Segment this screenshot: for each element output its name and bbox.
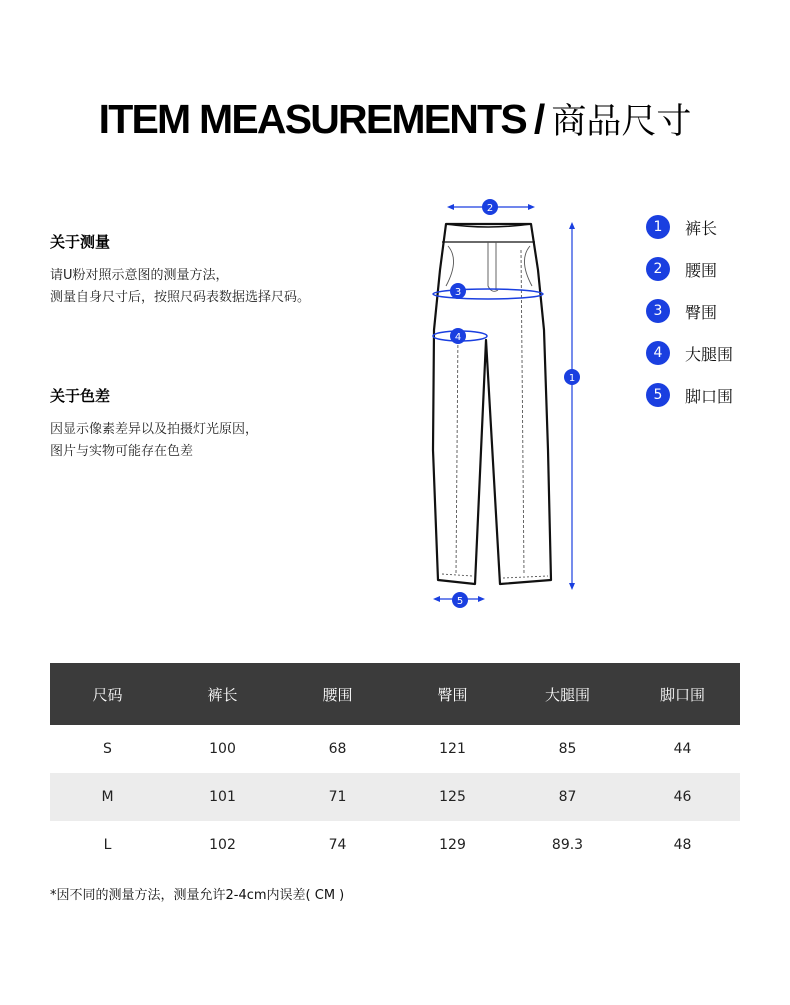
table-cell: 48 <box>673 837 692 853</box>
table-cell: 85 <box>558 741 577 757</box>
table-cell: 71 <box>280 773 395 821</box>
color-note-line: 图片与实物可能存在色差 <box>50 444 194 459</box>
legend-item-hem <box>646 374 733 416</box>
measure-note-heading: 关于测量 <box>50 233 111 251</box>
table-cell: 100 <box>209 741 236 757</box>
marker-waist-num: 2 <box>486 203 494 214</box>
measure-note-line: 请U粉对照示意图的测量方法， <box>50 268 229 283</box>
legend-number: 2 <box>646 257 670 281</box>
pants-diagram <box>420 190 590 620</box>
table-cell: 46 <box>625 773 740 821</box>
size-table <box>50 663 740 869</box>
table-cell: 74 <box>328 837 347 853</box>
measure-note-line: 测量自身尺寸后，按照尺码表数据选择尺码。 <box>50 290 311 305</box>
marker-waist <box>482 199 498 215</box>
marker-hem-num: 5 <box>456 596 464 607</box>
table-cell: 129 <box>439 837 466 853</box>
measure-note <box>50 231 310 309</box>
page-title-zh: 商品尺寸 <box>551 102 692 142</box>
table-cell: 89.3 <box>551 837 584 853</box>
measurement-footnote: *因不同的测量方法，测量允许2-4cm内误差( CM ) <box>50 888 345 903</box>
column-header: 大腿围 <box>510 663 625 725</box>
column-header: 裤长 <box>165 663 280 725</box>
table-cell: 102 <box>209 837 236 853</box>
legend-number: 5 <box>646 383 670 407</box>
legend-item-waist <box>646 248 733 290</box>
legend-label: 脚口围 <box>685 386 734 406</box>
table-cell: 101 <box>165 773 280 821</box>
legend-item-length <box>646 206 733 248</box>
table-row <box>50 725 740 773</box>
legend-label: 腰围 <box>685 260 718 280</box>
table-cell: L <box>103 837 112 853</box>
measurement-legend <box>646 206 733 416</box>
legend-item-hip <box>646 290 733 332</box>
marker-length <box>564 369 580 385</box>
legend-label: 臀围 <box>685 302 718 322</box>
legend-item-thigh <box>646 332 733 374</box>
column-header: 臀围 <box>395 663 510 725</box>
table-cell: 44 <box>673 741 692 757</box>
pants-outline <box>433 224 551 584</box>
table-cell: 87 <box>510 773 625 821</box>
page-title-en: ITEM MEASUREMENTS <box>98 96 526 142</box>
legend-label: 大腿围 <box>685 344 734 364</box>
marker-hip-num: 3 <box>454 287 462 298</box>
marker-hip <box>450 283 466 299</box>
table-row <box>50 773 740 821</box>
legend-number: 4 <box>646 341 670 365</box>
table-cell: 121 <box>439 741 466 757</box>
table-header-row <box>50 663 740 725</box>
page-title <box>0 94 790 144</box>
title-separator: / <box>533 96 546 142</box>
table-cell: M <box>50 773 165 821</box>
color-note-line: 因显示像素差异以及拍摄灯光原因， <box>50 422 259 437</box>
legend-label: 裤长 <box>685 218 718 238</box>
marker-length-num: 1 <box>568 373 576 384</box>
color-note-body <box>50 419 258 463</box>
color-note-heading: 关于色差 <box>50 387 111 405</box>
table-row <box>50 821 740 869</box>
column-header: 脚口围 <box>625 663 740 725</box>
marker-thigh-num: 4 <box>454 332 462 343</box>
marker-thigh <box>450 328 466 344</box>
table-cell: S <box>103 741 112 757</box>
column-header: 腰围 <box>280 663 395 725</box>
color-note <box>50 385 258 463</box>
legend-number: 1 <box>646 215 670 239</box>
measure-note-body <box>50 265 310 309</box>
table-cell: 125 <box>395 773 510 821</box>
legend-number: 3 <box>646 299 670 323</box>
marker-hem <box>452 592 468 608</box>
table-cell: 68 <box>328 741 347 757</box>
column-header: 尺码 <box>50 663 165 725</box>
